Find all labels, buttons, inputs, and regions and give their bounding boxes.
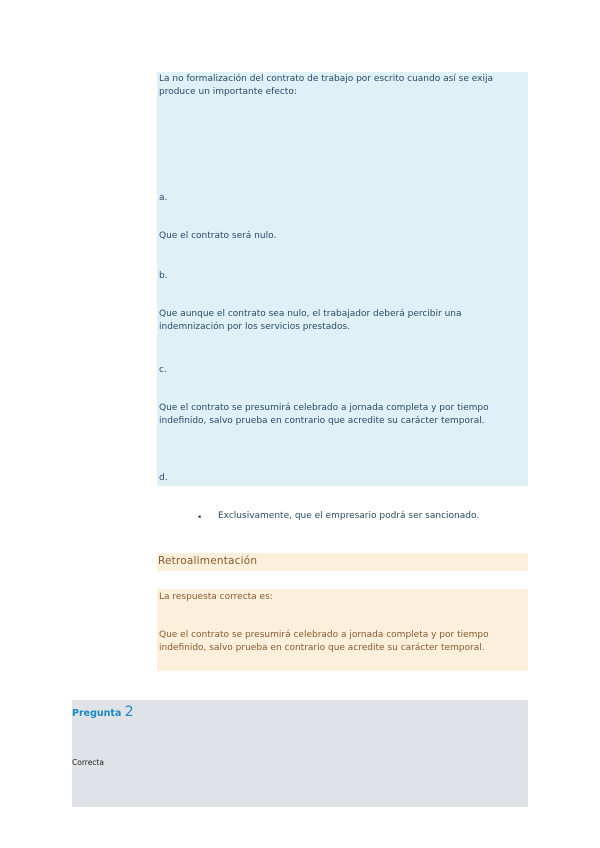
option-a-letter: a. [159, 193, 168, 203]
question-2-number: 2 [124, 704, 134, 720]
option-b-letter: b. [159, 271, 168, 281]
option-b-text[interactable]: Que aunque el contrato sea nulo, el trabajador deberá percibir una indemnización por los servicios prestados. [159, 309, 462, 332]
question-prompt: La no formalización del contrato de trabajo por escrito cuando así se exija produce un importante efecto: [159, 74, 493, 97]
question-2-state: Correcta [72, 758, 104, 767]
feedback-intro: La respuesta correcta es: [159, 592, 273, 602]
option-d-letter: d. [159, 473, 168, 483]
question-2-info-box [72, 700, 528, 807]
option-c-text[interactable]: Que el contrato se presumirá celebrado a jornada completa y por tiempo indefinido, salvo prueba en contrario que acredite su carácter temporal. [159, 403, 489, 426]
feedback-correct-answer: Que el contrato se presumirá celebrado a jornada completa y por tiempo indefinido, salvo prueba en contrario que acredite su carácter temporal. [159, 630, 489, 653]
option-a-text[interactable]: Que el contrato será nulo. [159, 231, 277, 241]
question-2-title [72, 704, 134, 720]
feedback-heading: Retroalimentación [158, 555, 258, 567]
question-2-label: Pregunta [72, 708, 122, 719]
feedback-header [157, 553, 528, 571]
option-d-text[interactable]: Exclusivamente, que el empresario podrá ser sancionado. [218, 511, 480, 521]
selected-bullet-icon: • [197, 513, 203, 523]
option-c-letter: c. [159, 365, 167, 375]
